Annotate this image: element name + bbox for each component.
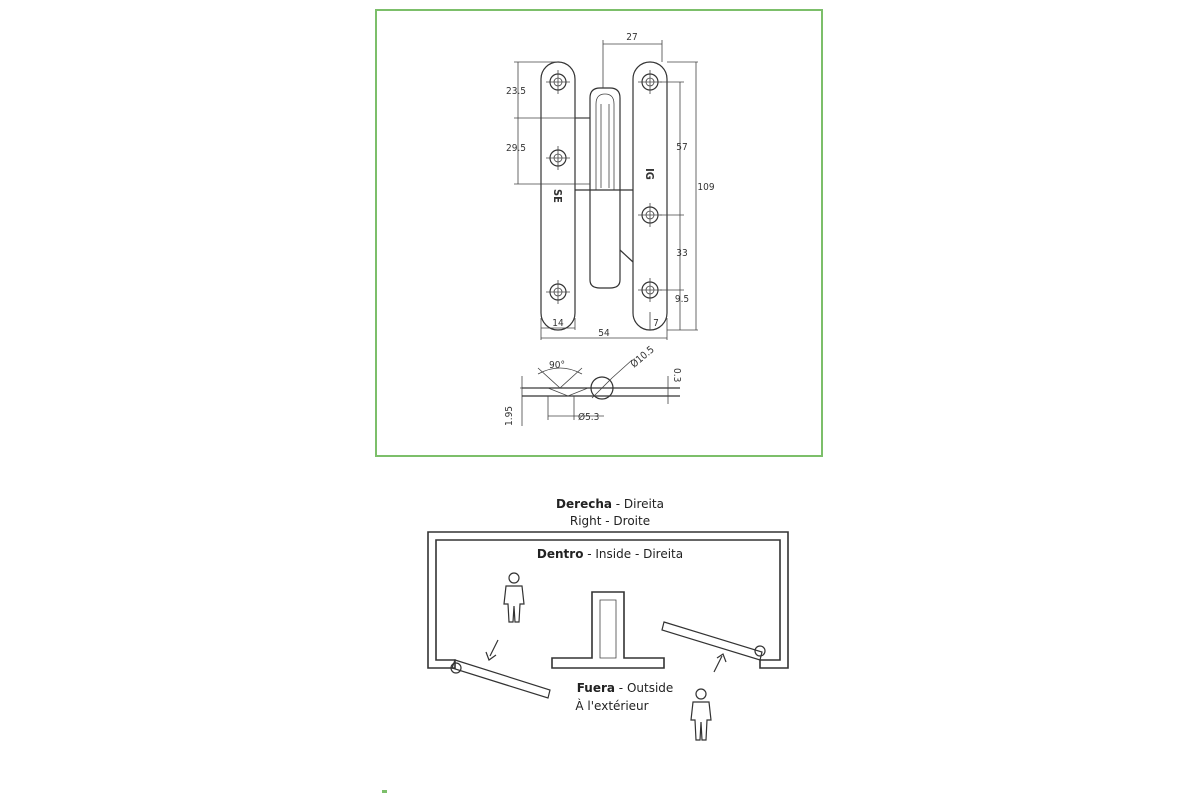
dim-hole-spacing-left: 29.5 (505, 143, 527, 154)
dim-lower-span: 33 (676, 248, 688, 259)
dim-total-height: 109 (697, 182, 715, 193)
person-inside-icon (504, 573, 524, 622)
left-screw-hole-top (546, 70, 570, 94)
right-screw-hole-bottom (638, 278, 662, 302)
right-door-push-arrow (714, 654, 726, 672)
dim-countersink-angle: 90° (549, 360, 565, 371)
door-diagram-title: Derecha - Direita (556, 497, 664, 511)
right-screw-hole-middle (638, 203, 662, 227)
dim-hole-diameter: Ø5.3 (578, 412, 600, 423)
inside-label: Dentro - Inside - Direita (536, 547, 684, 561)
outside-sublabel: À l'extérieur (575, 699, 649, 713)
dimension-lines (506, 32, 715, 340)
dim-overall-width: 54 (598, 328, 610, 339)
hinge-knuckle (590, 88, 620, 288)
dim-upper-span: 57 (676, 142, 688, 153)
dim-right-offset: 7 (653, 318, 659, 329)
door-diagram-subtitle: Right - Droite (569, 514, 651, 528)
partition-wall (552, 592, 664, 668)
right-door (662, 622, 765, 660)
right-leaf-mark: IG (643, 168, 656, 180)
dim-top-hole-offset: 23.5 (505, 86, 527, 97)
left-door (451, 660, 550, 698)
left-screw-hole-bottom (546, 280, 570, 304)
outside-label: Fuera - Outside (576, 681, 674, 695)
dim-bottom-offset: 9.5 (674, 294, 690, 305)
hinge-section-view (504, 344, 682, 426)
left-leaf-mark: SE (551, 189, 564, 203)
dim-leaf-thickness: 1.95 (504, 405, 515, 426)
dim-plate-thickness: 0.3 (671, 368, 682, 383)
dim-left-width: 14 (552, 318, 564, 329)
right-screw-hole-top (638, 70, 662, 94)
hinge-pin (596, 94, 614, 190)
person-outside-icon (691, 689, 711, 740)
corner-mark (382, 790, 387, 793)
left-screw-hole-middle (546, 146, 570, 170)
hinge-front-view (541, 62, 667, 330)
dim-top-width: 27 (626, 32, 638, 43)
left-door-push-arrow (486, 640, 498, 660)
dim-countersink-diameter: Ø10.5 (628, 344, 657, 371)
